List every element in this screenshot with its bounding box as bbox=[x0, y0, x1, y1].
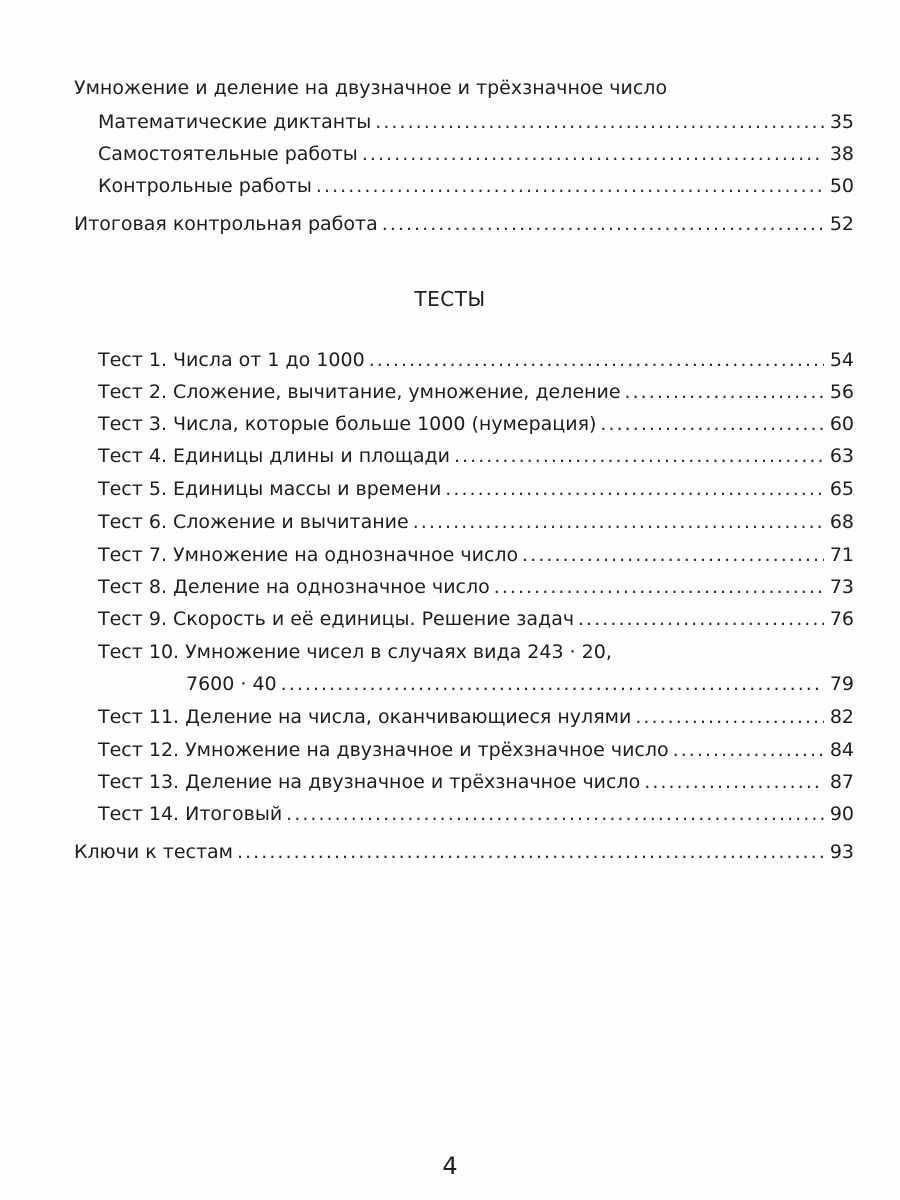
toc-entry-page: 50 bbox=[829, 175, 854, 197]
dot-leader bbox=[362, 142, 824, 166]
dot-leader bbox=[522, 543, 824, 567]
toc-entry-final-test[interactable] bbox=[74, 212, 854, 236]
toc-entry-page: 54 bbox=[829, 349, 854, 371]
dot-leader bbox=[413, 510, 824, 534]
toc-entry-page: 87 bbox=[829, 771, 854, 793]
toc-entry-label: Контрольные работы bbox=[98, 175, 312, 197]
dot-leader bbox=[382, 212, 824, 236]
toc-entry-page: 63 bbox=[829, 445, 854, 467]
dot-leader bbox=[673, 738, 824, 762]
dot-leader bbox=[369, 348, 824, 372]
dot-leader bbox=[625, 380, 824, 404]
section-title-tests: ТЕСТЫ bbox=[414, 287, 486, 311]
toc-entry[interactable] bbox=[98, 412, 854, 436]
toc-entry[interactable] bbox=[98, 802, 854, 826]
dot-leader bbox=[375, 110, 824, 134]
toc-entry-label: Тест 2. Сложение, вычитание, умножение, деление bbox=[98, 381, 621, 403]
dot-leader bbox=[237, 840, 824, 864]
toc-entry-label: Тест 8. Деление на однозначное число bbox=[98, 576, 490, 598]
toc-entry-label: Тест 1. Числа от 1 до 1000 bbox=[98, 349, 365, 371]
toc-entry-page: 79 bbox=[829, 673, 854, 695]
toc-entry[interactable] bbox=[98, 705, 854, 729]
toc-entry-first-line[interactable] bbox=[98, 640, 854, 664]
toc-entry-label: Ключи к тестам bbox=[74, 841, 234, 863]
toc-entry[interactable] bbox=[98, 510, 854, 534]
toc-entry[interactable] bbox=[98, 110, 854, 134]
toc-entry[interactable] bbox=[98, 348, 854, 372]
toc-entry-page: 56 bbox=[829, 381, 854, 403]
toc-entry-label: Тест 12. Умножение на двузначное и трёхзначное число bbox=[98, 739, 669, 761]
toc-entry[interactable] bbox=[98, 174, 854, 198]
toc-entry-label: Тест 3. Числа, которые больше 1000 (нумерация) bbox=[98, 413, 597, 435]
toc-entry-label: Тест 11. Деление на числа, оканчивающиеся нулями bbox=[98, 706, 632, 728]
toc-entry-label: Тест 5. Единицы массы и времени bbox=[98, 478, 442, 500]
toc-entry-label: Тест 14. Итоговый bbox=[98, 803, 283, 825]
dot-leader bbox=[454, 444, 824, 468]
dot-leader bbox=[578, 607, 824, 631]
toc-entry-page: 76 bbox=[829, 608, 854, 630]
dot-leader bbox=[316, 174, 824, 198]
toc-entry-page: 60 bbox=[829, 413, 854, 435]
dot-leader bbox=[286, 802, 824, 826]
toc-entry-label: 7600 · 40 bbox=[186, 673, 277, 695]
toc-entry-page: 35 bbox=[829, 111, 854, 133]
toc-entry-label: Тест 9. Скорость и её единицы. Решение задач bbox=[98, 608, 575, 630]
toc-entry[interactable] bbox=[98, 380, 854, 404]
toc-entry-page: 82 bbox=[829, 706, 854, 728]
toc-entry-page: 73 bbox=[829, 576, 854, 598]
toc-entry-page: 84 bbox=[829, 739, 854, 761]
toc-entry-label: Тест 10. Умножение чисел в случаях вида 243 · 20, bbox=[98, 641, 612, 663]
toc-entry[interactable] bbox=[98, 444, 854, 468]
toc-entry-page: 71 bbox=[829, 544, 854, 566]
toc-entry-page: 52 bbox=[829, 213, 854, 235]
dot-leader bbox=[494, 575, 824, 599]
dot-leader bbox=[635, 705, 824, 729]
toc-entry-label: Самостоятельные работы bbox=[98, 143, 358, 165]
toc-entry-label: Тест 4. Единицы длины и площади bbox=[98, 445, 450, 467]
dot-leader bbox=[445, 477, 824, 501]
toc-entry-label: Итоговая контрольная работа bbox=[74, 213, 378, 235]
toc-entry-page: 93 bbox=[829, 841, 854, 863]
toc-entry[interactable] bbox=[98, 607, 854, 631]
toc-entry-page: 68 bbox=[829, 511, 854, 533]
toc-entry[interactable] bbox=[98, 543, 854, 567]
section-heading-multiplication: Умножение и деление на двузначное и трёхзначное число bbox=[74, 77, 668, 99]
toc-entry-page: 38 bbox=[829, 143, 854, 165]
page-number: 4 bbox=[442, 1152, 458, 1180]
toc-entry-label: Тест 7. Умножение на однозначное число bbox=[98, 544, 519, 566]
toc-entry[interactable] bbox=[98, 575, 854, 599]
toc-entry-label: Тест 13. Деление на двузначное и трёхзначное число bbox=[98, 771, 641, 793]
dot-leader bbox=[600, 412, 823, 436]
toc-entry-continuation[interactable] bbox=[186, 672, 854, 696]
toc-entry-keys[interactable] bbox=[74, 840, 854, 864]
toc-entry-page: 90 bbox=[829, 803, 854, 825]
toc-entry-label: Тест 6. Сложение и вычитание bbox=[98, 511, 409, 533]
toc-entry[interactable] bbox=[98, 738, 854, 762]
dot-leader bbox=[644, 770, 824, 794]
toc-entry[interactable] bbox=[98, 770, 854, 794]
toc-entry-label: Математические диктанты bbox=[98, 111, 372, 133]
toc-entry-page: 65 bbox=[829, 478, 854, 500]
toc-entry[interactable] bbox=[98, 142, 854, 166]
dot-leader bbox=[281, 672, 824, 696]
toc-entry[interactable] bbox=[98, 477, 854, 501]
